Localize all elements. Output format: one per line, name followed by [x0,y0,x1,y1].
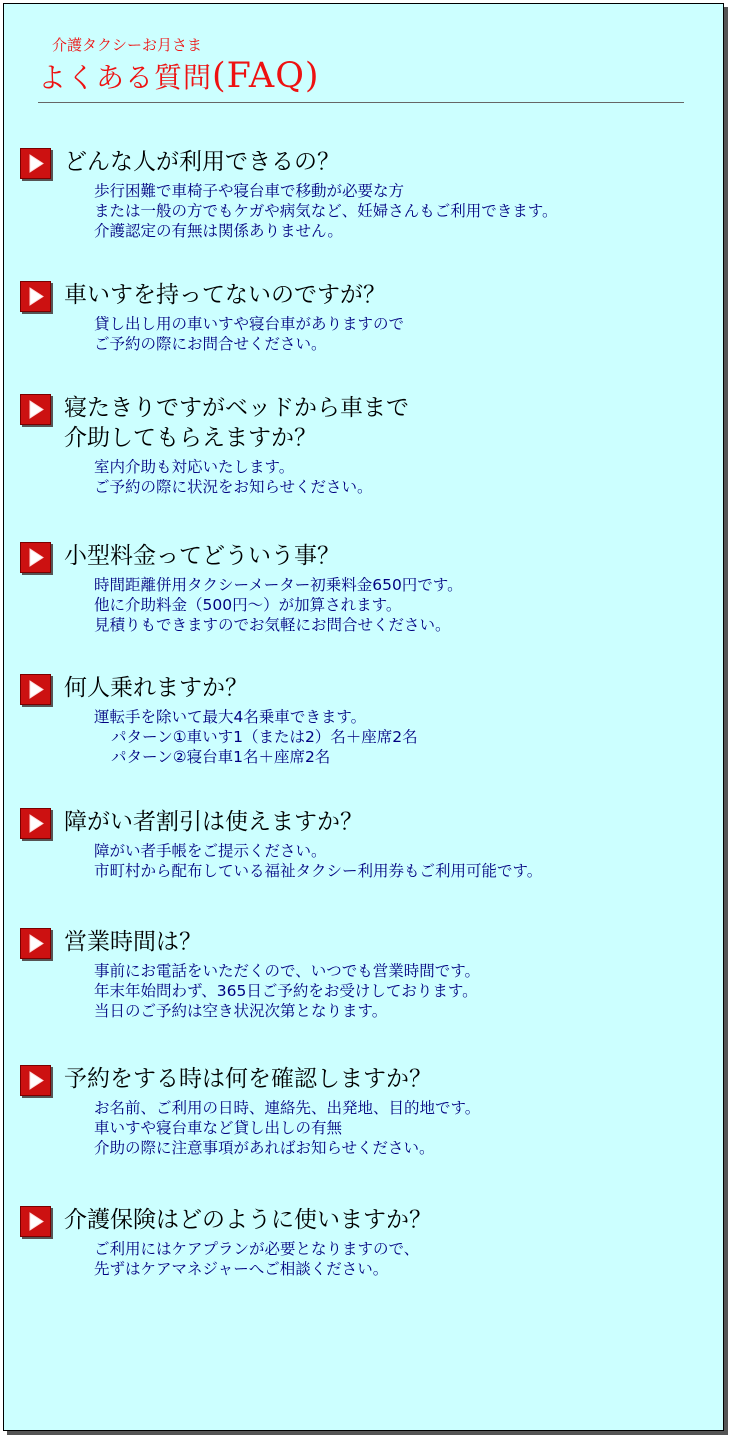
faq-answer-line: 車いすや寝台車など貸し出しの有無 [94,1119,343,1137]
faq-answer-line: 介助の際に注意事項があればお知らせください。 [94,1139,435,1157]
triangle-bullet-icon [20,1065,51,1096]
faq-answer-line: お名前、ご利用の日時、連絡先、出発地、目的地です。 [94,1099,481,1117]
header-divider [38,102,684,103]
faq-answer-line: 市町村から配布している福祉タクシー利用券もご利用可能です。 [94,862,543,880]
page-title-en: (FAQ) [212,56,320,96]
faq-answer-line: 事前にお電話をいただくので、いつでも営業時間です。 [94,962,480,980]
faq-question [64,147,340,177]
faq-question-line: 介護保険はどのように使いますか？ [64,1207,432,1233]
faq-answer-line: または一般の方でもケガや病気など、妊婦さんもご利用できます。 [94,202,558,220]
site-subtitle: 介護タクシーお月さま [52,36,203,54]
faq-answer-line: 先ずはケアマネジャーへご相談ください。 [94,1260,389,1278]
faq-answer-line: 障がい者手帳をご提示ください。 [94,842,327,860]
faq-answer-line: 室内介助も対応いたします。 [94,458,295,476]
faq-answer [94,314,404,354]
faq-question-line: 何人乗れますか？ [64,675,248,701]
triangle-bullet-icon [20,674,51,705]
faq-answer-line: ご利用にはケアプランが必要となりますので、 [94,1240,420,1258]
faq-question [64,807,363,837]
faq-answer-line: 貸し出し用の車いすや寝台車がありますので [94,315,405,333]
triangle-bullet-icon [20,928,51,959]
triangle-bullet-icon [20,808,51,839]
faq-answer-line: ご予約の際に状況をお知らせください。 [94,478,373,496]
faq-question-line: 介助してもらえますか？ [64,425,317,451]
faq-answer [94,841,542,881]
faq-question [64,1205,432,1235]
faq-question-line: 小型料金ってどういう事？ [64,543,340,569]
faq-answer-line: 当日のご予約は空き状況次第となります。 [94,1002,388,1020]
faq-answer [94,961,480,1021]
faq-answer-line: 運転手を除いて最大4名乗車できます。 [94,708,367,726]
faq-question-line: 予約をする時は何を確認しますか？ [64,1066,432,1092]
faq-answer [94,457,373,497]
faq-answer-line: ご予約の際にお問合せください。 [94,335,327,353]
faq-answer-line: 歩行困難で車椅子や寝台車で移動が必要な方 [94,182,405,200]
triangle-bullet-icon [20,148,51,179]
faq-answer-line: パターン①車いす1（または2）名＋座席2名 [111,728,418,746]
faq-question-line: 営業時間は？ [64,929,202,955]
faq-answer-line: 他に介助料金（500円～）が加算されます。 [94,596,402,614]
faq-question [64,393,409,453]
faq-question-line: どんな人が利用できるの？ [64,149,340,175]
faq-question-line: 寝たきりですがベッドから車まで [64,395,409,421]
faq-answer-line: 時間距離併用タクシーメーター初乗料金650円です。 [94,576,463,594]
faq-answer [94,575,463,635]
faq-answer-line: 年末年始問わず、365日ご予約をお受けしております。 [94,982,478,1000]
faq-answer [94,181,557,241]
triangle-bullet-icon [20,542,51,573]
faq-question [64,541,340,571]
faq-answer [94,707,418,767]
triangle-bullet-icon [20,281,51,312]
faq-question [64,673,248,703]
triangle-bullet-icon [20,1206,51,1237]
faq-question [64,1064,432,1094]
faq-answer-line: パターン②寝台車1名＋座席2名 [111,748,331,766]
faq-question [64,280,386,310]
page-title-jp: よくある質問 [38,61,213,94]
faq-panel [3,3,724,1431]
triangle-bullet-icon [20,394,51,425]
faq-answer [94,1098,480,1158]
faq-answer-line: 介護認定の有無は関係ありません。 [94,222,343,240]
faq-answer-line: 見積りもできますのでお気軽にお問合せください。 [94,616,451,634]
faq-question-line: 車いすを持ってないのですが？ [64,282,386,308]
page-title [38,56,320,103]
faq-question-line: 障がい者割引は使えますか？ [64,809,363,835]
faq-answer [94,1239,419,1279]
faq-question [64,927,202,957]
